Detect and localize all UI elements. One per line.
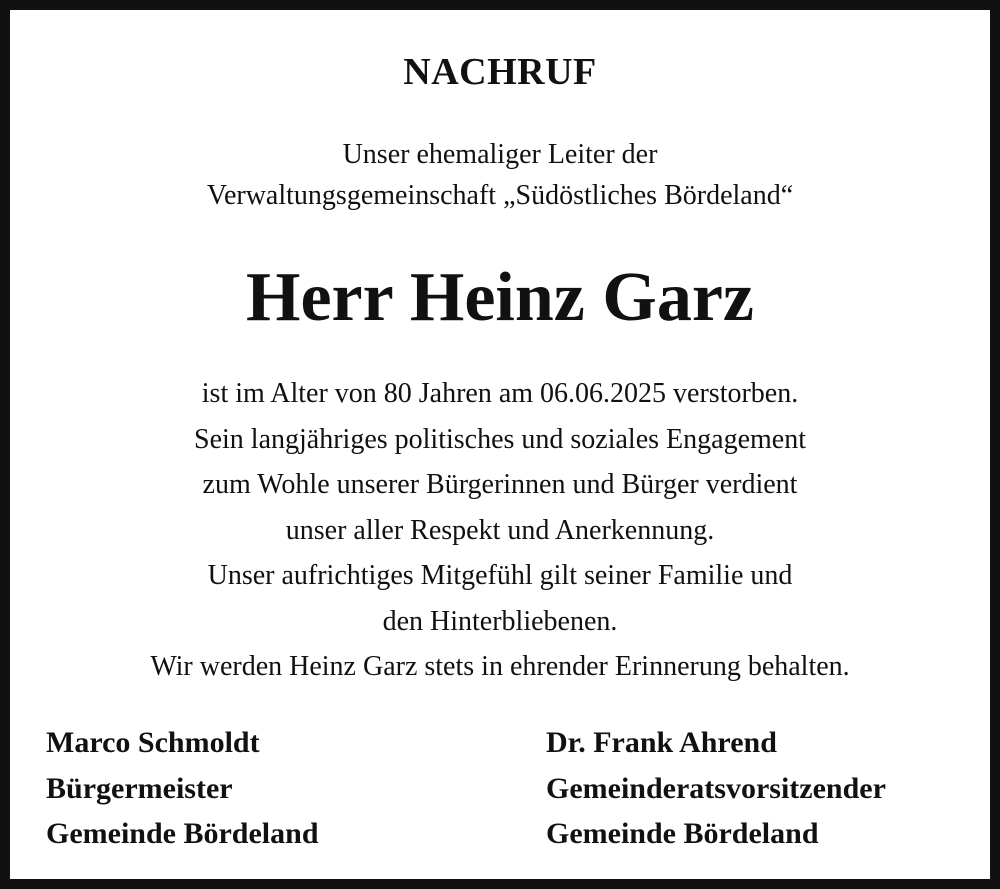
intro-line: Unser ehemaliger Leiter der <box>342 139 658 170</box>
body-line: den Hinterbliebenen. <box>382 605 618 637</box>
signatory-organization: Gemeinde Bördeland <box>46 817 319 850</box>
body-line: Unser aufrichtiges Mitgefühl gilt seiner Familie und <box>207 560 793 591</box>
body-line: Sein langjähriges politisches und soziales Engagement <box>194 423 806 455</box>
signatory-organization: Gemeinde Bördeland <box>546 817 819 850</box>
body-line: ist im Alter von 80 Jahren am 06.06.2025 verstorben. <box>201 378 799 409</box>
signatory-right <box>546 720 886 857</box>
signatory-title: Gemeinderatsvorsitzender <box>546 771 886 805</box>
signatory-left <box>46 720 319 857</box>
signatory-name: Marco Schmoldt <box>46 726 260 759</box>
body-line: zum Wohle unserer Bürgerinnen und Bürger verdient <box>202 469 798 500</box>
body-line: Wir werden Heinz Garz stets in ehrender Erinnerung behalten. <box>150 651 850 682</box>
intro-line: Verwaltungsgemeinschaft „Südöstliches Bördeland“ <box>206 180 794 211</box>
signatory-name: Dr. Frank Ahrend <box>546 726 777 759</box>
notice-heading: NACHRUF <box>403 51 597 93</box>
intro-text <box>10 134 990 216</box>
body-line: unser aller Respekt und Anerkennung. <box>285 514 715 546</box>
signatory-title: Bürgermeister <box>46 771 233 805</box>
body-text <box>10 371 990 690</box>
deceased-name: Herr Heinz Garz <box>246 259 754 336</box>
